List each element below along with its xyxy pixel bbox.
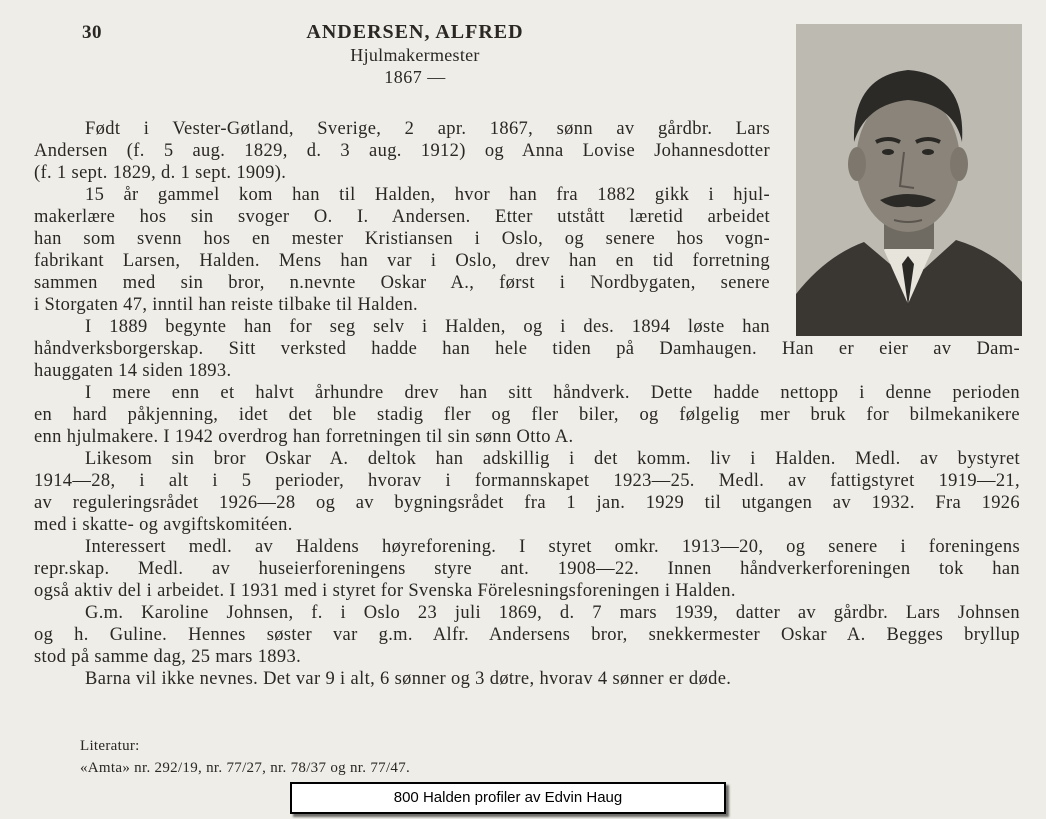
body-line: G.m. Karoline Johnsen, f. i Oslo 23 juli 1869, d. 7 mars 1939, datter av gårdbr. Lars Johnsen	[85, 603, 1020, 623]
body-line: 1914—28, i alt i 5 perioder, hvorav i formannskapet 1923—25. Medl. av fattigstyret 1919—21,	[34, 471, 1020, 491]
body-line: fabrikant Larsen, Halden. Mens han var i Oslo, drev han en tid forretning	[34, 251, 770, 271]
body-line: av reguleringsrådet 1926—28 og av bygningsrådet fra 1 jan. 1929 til utgangen av 1932. Fra 1926	[34, 493, 1020, 513]
body-line: Interessert medl. av Haldens høyreforening. I styret omkr. 1913—20, og senere i foreningens	[85, 537, 1020, 557]
body-line: repr.skap. Medl. av huseierforeningens styre ant. 1908—22. Innen håndverkerforeningen tok han	[34, 559, 1020, 579]
caption-box: 800 Halden profiler av Edvin Haug	[290, 782, 726, 814]
body-line: sammen med sin bror, n.nevnte Oskar A., først i Nordbygaten, senere	[34, 273, 770, 293]
body-line: (f. 1 sept. 1829, d. 1 sept. 1909).	[34, 163, 287, 183]
entry-header	[230, 20, 600, 88]
body-line: hauggaten 14 siden 1893.	[34, 361, 232, 381]
body-line: i Storgaten 47, inntil han reiste tilbake til Halden.	[34, 295, 419, 315]
body-line: I 1889 begynte han for seg selv i Halden, og i des. 1894 løste han	[85, 317, 770, 337]
portrait-photo	[796, 24, 1022, 336]
body-line: og h. Guline. Hennes søster var g.m. Alfr. Andersens bror, snekkermester Oskar A. Begges bryllup	[34, 625, 1020, 645]
body-line: en hard påkjenning, idet det ble stadig fler og fler biler, og følgelig mer bruk for bilmekanikere	[34, 405, 1020, 425]
body-line: også aktiv del i arbeidet. I 1931 med i styret for Svenska Förelesningsforeningen i Halden.	[34, 581, 736, 601]
body-line: med i skatte- og avgiftskomitéen.	[34, 515, 293, 535]
body-line: Andersen (f. 5 aug. 1829, d. 3 aug. 1912) og Anna Lovise Johannesdotter	[34, 141, 770, 161]
body-line: 15 år gammel kom han til Halden, hvor han fra 1882 gikk i hjul-	[85, 185, 770, 205]
person-name: ANDERSEN, ALFRED	[306, 21, 524, 43]
body-line: enn hjulmakere. I 1942 overdrog han forretningen til sin sønn Otto A.	[34, 427, 574, 447]
literature-label: Literatur:	[80, 738, 140, 754]
body-line: Barna vil ikke nevnes. Det var 9 i alt, 6 sønner og 3 døtre, hvorav 4 sønner er døde.	[85, 669, 732, 689]
person-title: Hjulmakermester	[350, 45, 480, 65]
literature-text: «Amta» nr. 292/19, nr. 77/27, nr. 78/37 og nr. 77/47.	[80, 760, 411, 776]
body-line: stod på samme dag, 25 mars 1893.	[34, 647, 302, 667]
body-line: I mere enn et halvt århundre drev han sitt håndverk. Dette hadde nettopp i denne perioden	[85, 383, 1020, 403]
body-line: Likesom sin bror Oskar A. deltok han adskillig i det komm. liv i Halden. Medl. av bystyret	[85, 449, 1020, 469]
body-line: Født i Vester-Gøtland, Sverige, 2 apr. 1867, sønn av gårdbr. Lars	[85, 119, 770, 139]
body-line: makerlære hos sin svoger O. I. Andersen. Etter utstått læretid arbeidet	[34, 207, 770, 227]
body-line: han som svenn hos en mester Kristiansen i Oslo, og senere hos vogn-	[34, 229, 770, 249]
page-number: 30	[82, 22, 102, 43]
body-line: håndverksborgerskap. Sitt verksted hadde han hele tiden på Damhaugen. Han er eier av Dam-	[34, 339, 1020, 359]
person-years: 1867 —	[384, 67, 446, 87]
